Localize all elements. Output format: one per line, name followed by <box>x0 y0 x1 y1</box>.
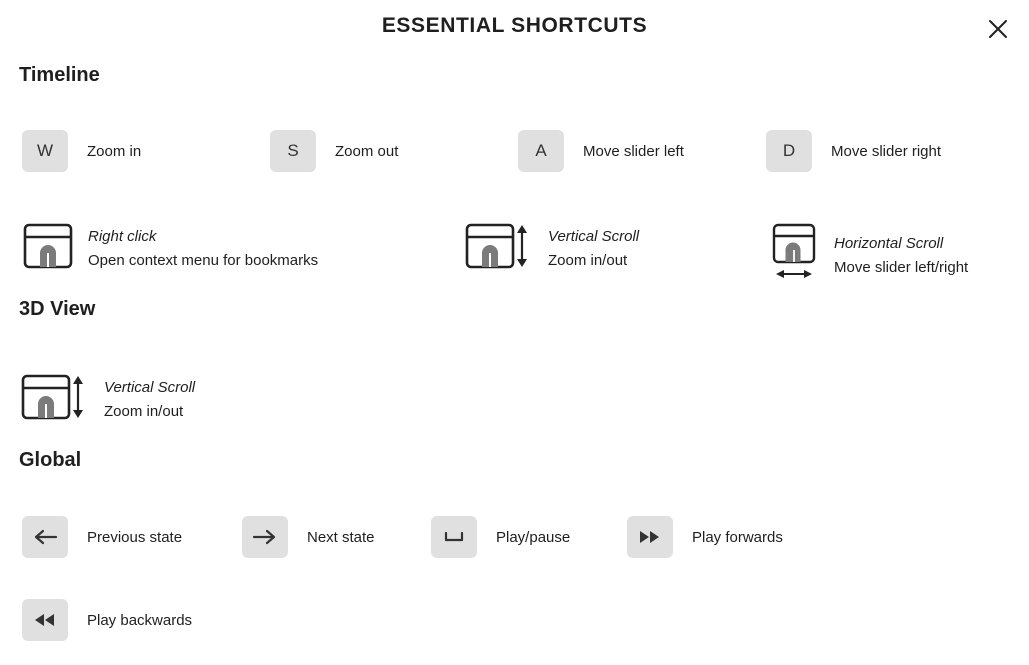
shortcut-text-horizontal-scroll-timeline <box>834 232 968 279</box>
shortcut-label-zoom-out: Zoom out <box>335 142 399 160</box>
shortcut-move-slider-left[interactable] <box>518 130 684 172</box>
action-description: Zoom in/out <box>548 251 628 269</box>
action-label: Horizontal Scroll <box>834 235 944 253</box>
shortcut-zoom-in[interactable] <box>22 130 141 172</box>
action-description: Move slider left/right <box>834 258 969 276</box>
shortcut-move-slider-right[interactable] <box>766 130 941 172</box>
shortcut-label-play-forwards: Play forwards <box>692 528 783 546</box>
shortcut-next-state[interactable] <box>242 516 375 558</box>
action-label: Right click <box>88 228 157 246</box>
arrow-left-icon <box>22 516 68 558</box>
shortcut-text-right-click <box>88 225 318 272</box>
shortcut-label-next-state: Next state <box>307 528 375 546</box>
close-icon <box>987 18 1009 40</box>
mouse-right-click-icon <box>22 220 74 277</box>
shortcut-label-move-slider-left: Move slider left <box>583 142 684 160</box>
rewind-icon <box>22 599 68 641</box>
keycap-s: S <box>270 130 316 172</box>
mouse-vertical-scroll-icon <box>20 371 90 428</box>
shortcut-vertical-scroll-3dview[interactable] <box>20 371 195 428</box>
page-title: ESSENTIAL SHORTCUTS <box>381 14 648 37</box>
arrow-right-icon <box>242 516 288 558</box>
keycap-a: A <box>518 130 564 172</box>
action-label: Vertical Scroll <box>104 379 196 397</box>
shortcut-label-play-pause: Play/pause <box>496 528 571 546</box>
shortcut-label-move-slider-right: Move slider right <box>831 142 942 160</box>
shortcut-previous-state[interactable] <box>22 516 182 558</box>
mouse-vertical-scroll-icon <box>464 220 534 277</box>
spacebar-icon <box>431 516 477 558</box>
shortcut-play-pause[interactable] <box>431 516 570 558</box>
shortcut-horizontal-scroll-timeline[interactable] <box>768 222 968 289</box>
shortcut-play-forwards[interactable] <box>627 516 783 558</box>
action-label: Vertical Scroll <box>548 228 640 246</box>
shortcut-right-click[interactable] <box>22 220 318 277</box>
keycap-d: D <box>766 130 812 172</box>
action-description: Zoom in/out <box>104 402 184 420</box>
shortcut-label-zoom-in: Zoom in <box>87 142 142 160</box>
shortcut-text-vertical-scroll-timeline <box>548 225 639 272</box>
action-description: Open context menu for bookmarks <box>88 251 319 269</box>
shortcut-zoom-out[interactable] <box>270 130 398 172</box>
keycap-w: W <box>22 130 68 172</box>
shortcut-text-vertical-scroll-3dview <box>104 376 195 423</box>
section-heading-timeline: Timeline <box>19 64 100 86</box>
section-heading-3d-view: 3D View <box>19 298 96 320</box>
section-heading-global: Global <box>19 449 82 471</box>
mouse-horizontal-scroll-icon <box>768 222 820 289</box>
shortcut-vertical-scroll-timeline[interactable] <box>464 220 639 277</box>
shortcut-play-backwards[interactable] <box>22 599 192 641</box>
shortcut-label-play-backwards: Play backwards <box>87 611 193 629</box>
shortcut-label-previous-state: Previous state <box>87 528 183 546</box>
fast-forward-icon <box>627 516 673 558</box>
close-button[interactable] <box>983 14 1013 44</box>
